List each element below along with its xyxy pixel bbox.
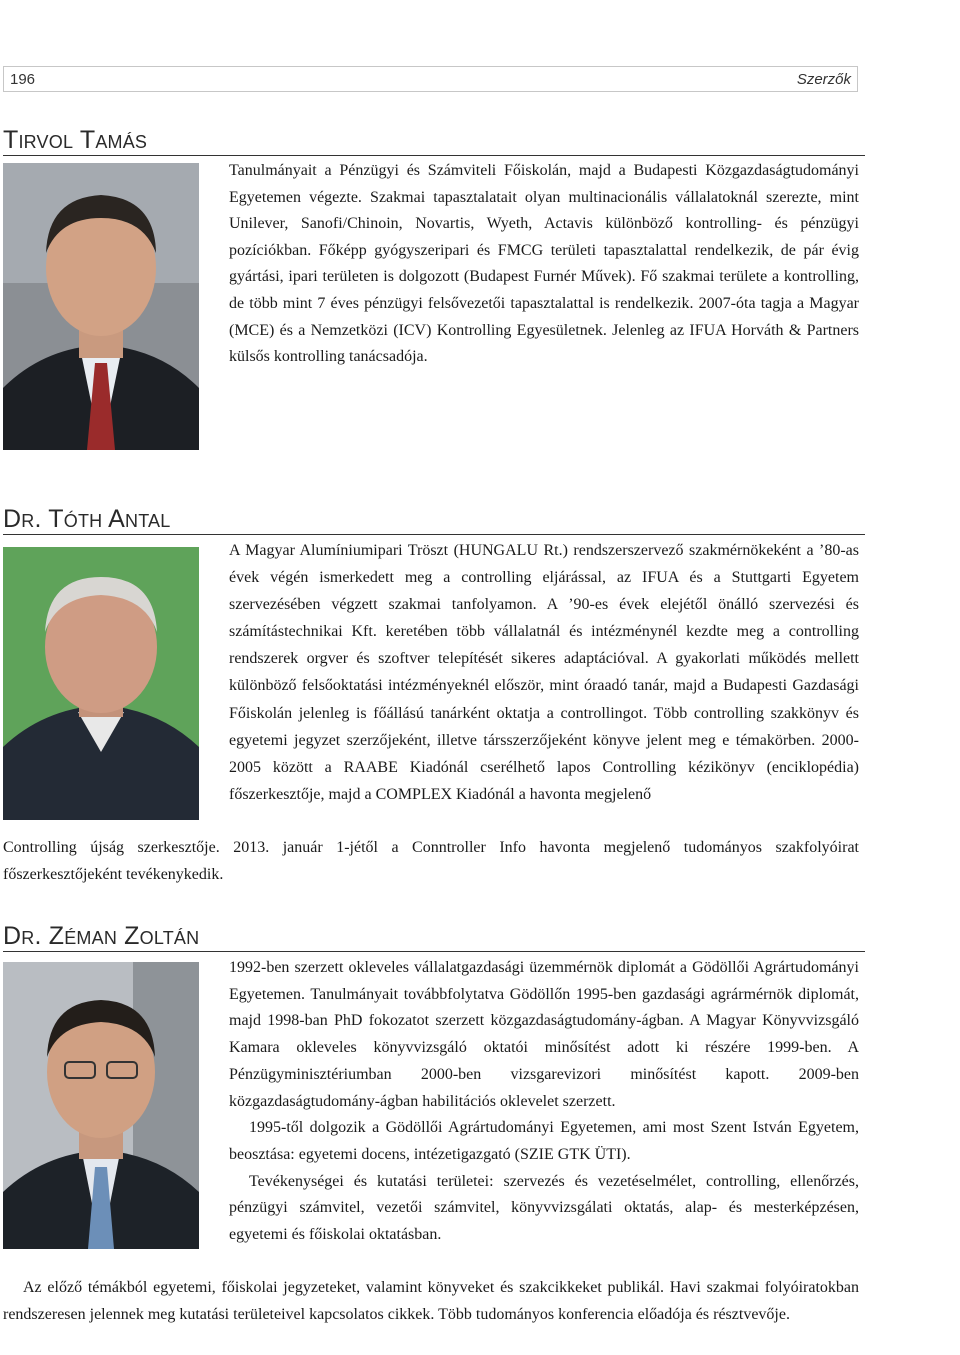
bio-paragraph: Tevékenységei és kutatási területei: szervezés és vezetéselmélet, controlling, ellenőrzés, pénzügyi számvitel, vezetői számvitel, könyvvizsgálati oktatás, alap- és mesterképzésen, egyetemi és főiskolai oktatásban. xyxy=(229,1172,859,1244)
author-name-zeman: Dr. Zéman Zoltán xyxy=(3,922,865,952)
bio-paragraph: A Magyar Alumíniumipari Tröszt (HUNGALU Rt.) rendszerszervező szakmérnökeként a ’80-as évek végén ismerkedett meg a controlling eljárással, az IFUA és a Stuttgarti Egyetem szervezésében végzett szakmai tanfolyamon. A ’90-es évek elejétől önálló szervezési és számítástechnikai Kft. keretében több vállalatnál és intézménynél kezdte meg a controlling rendszerek orgver és szoftver telepítését sikeres adaptációval. A gyakorlati működés mellett különböző felsőoktatási intézményeknél először, mint óraadó tanár, majd a Budapesti Gazdasági Főiskolán jelenleg is főállású tanárként oktatja a controllingot. Több controlling szakkönyv és egyetemi jegyzet szerzőjeként, illetve társszerzőjeként könyve jelent meg e témakörben. 2000-2005 között a RAABE Kiadónál cserélhető lapos Controlling kézikönyv (enciklopédia) főszerkesztője, majd a COMPLEX Kiadónál a havonta megjelenő xyxy=(229,542,859,803)
author-bio-zeman xyxy=(229,955,859,1249)
bio-paragraph: 1995-től dolgozik a Gödöllői Agrártudományi Egyetemen, ami most Szent István Egyetem, beosztása: egyetemi docens, intézetigazgató (SZIE GTK ÜTI). xyxy=(229,1119,859,1163)
section-title: Szerzők xyxy=(796,71,851,88)
author-name-tirvol: Tirvol Tamás xyxy=(3,126,865,156)
bio-paragraph: Controlling újság szerkesztője. 2013. január 1-jétől a Conntroller Info havonta megjelenő tudományos szakfolyóirat főszerkesztőjeként tevékenykedik. xyxy=(3,839,859,884)
author-bio-toth xyxy=(229,537,859,808)
portrait-photo-toth xyxy=(3,547,199,820)
author-name-toth: Dr. Tóth Antal xyxy=(3,505,865,535)
author-bio-toth-continued xyxy=(3,834,859,888)
bio-paragraph: 1992-ben szerzett okleveles vállalatgazdasági üzemmérnök diplomát a Gödöllői Agrártudományi Egyetemen. Tanulmányait továbbfolytatva Gödöllőn 1995-ben gazdasági agrármérnök diplomát, majd 1998-ban PhD fokozatot szerzett közgazdaságtudomány-ágban. A Magyar Könyvvizsgáló Kamara okleveles könyvvizsgáló oktatói minősítést adott ki részére 1999-ben. A Pénzügyminisztériumban 2000-ben vizsgarevizori minősítést kapott. 2009-ben közgazdaságtudomány-ágban habilitációs oklevelet szerzett. xyxy=(229,959,859,1110)
portrait-photo-tirvol xyxy=(3,163,199,450)
author-bio-tirvol xyxy=(229,158,859,371)
author-bio-zeman-continued xyxy=(3,1275,859,1328)
page-number: 196 xyxy=(10,71,36,88)
running-header xyxy=(3,66,858,92)
bio-paragraph: Az előző témákból egyetemi, főiskolai jegyzeteket, valamint könyveket és szakcikkeket publikál. Havi szakmai folyóiratokban rendszeresen jelennek meg kutatási területeivel kapcsolatos cikkek. Több tudományos konferencia előadója és résztvevője. xyxy=(3,1279,859,1323)
bio-paragraph: Tanulmányait a Pénzügyi és Számviteli Főiskolán, majd a Budapesti Közgazdaságtudományi Egyetemen végezte. Szakmai tapasztalatait olyan multinacionális vállalatoknál szerezte, mint Unilever, Sanofi/Chinoin, Novartis, Wyeth, Actavis különböző kontrolling- és pénzügyi pozíciókban. Főképp gyógyszeripari és FMCG területi tapasztalattal rendelkezik, de pár évig gyártási, ipari területen is dolgozott (Budapest Furnér Művek). Fő szakmai területe a kontrolling, de több mint 7 éves pénzügyi felsővezetői tapasztalattal is rendelkezik. 2007-óta tagja a Magyar (MCE) és a Nemzetközi (ICV) Kontrolling Egyesületnek. Jelenleg az IFUA Horváth & Partners külsős kontrolling tanácsadója. xyxy=(229,162,859,366)
portrait-photo-zeman xyxy=(3,962,199,1249)
